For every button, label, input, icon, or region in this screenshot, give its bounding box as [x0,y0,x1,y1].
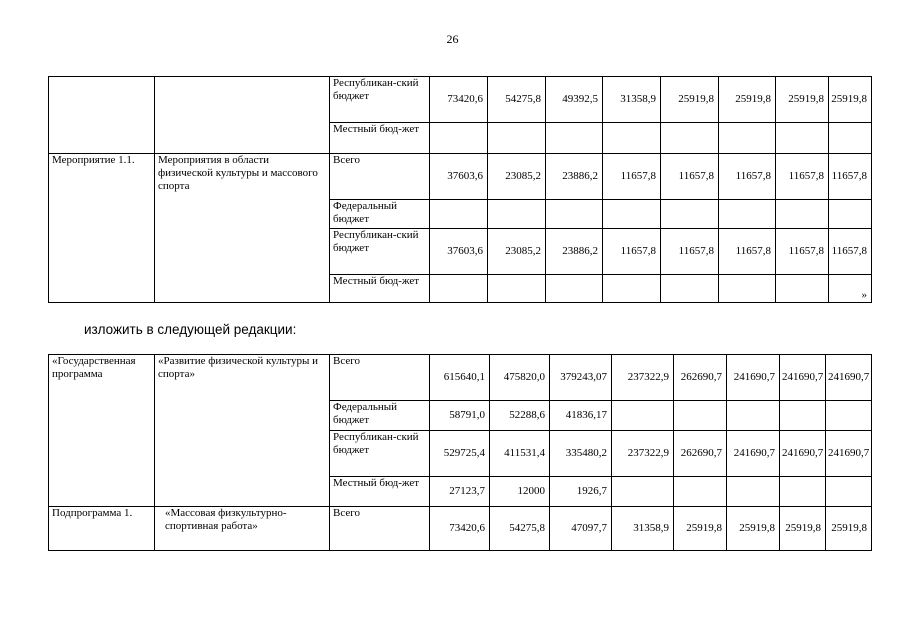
value-cell [546,275,603,303]
page-number: 26 [446,32,459,46]
table-row [49,507,872,551]
value-cell: 11657,8 [829,229,872,275]
value-cell: 237322,9 [612,355,674,401]
value-cell: 41836,17 [550,401,612,431]
value-cell: 73420,6 [430,507,490,551]
value-cell [603,275,661,303]
value-cell: 335480,2 [550,431,612,477]
value-cell: 54275,8 [488,77,546,123]
value-cell: 615640,1 [430,355,490,401]
value-cell [612,401,674,431]
value-cell [780,477,826,507]
budget-source-label: Республикан-ский бюджет [330,431,430,477]
table-row [49,154,872,200]
value-cell: 25919,8 [661,77,719,123]
table-cell [49,77,155,154]
value-cell: 37603,6 [430,229,488,275]
value-cell: 241690,7 [780,355,826,401]
value-cell: 73420,6 [430,77,488,123]
value-cell: 37603,6 [430,154,488,200]
value-cell: 47097,7 [550,507,612,551]
value-cell: 11657,8 [661,154,719,200]
value-cell [603,123,661,154]
value-cell: 241690,7 [727,431,780,477]
value-cell [546,123,603,154]
program-title: Мероприятия в области физической культуры и массового спорта [155,154,330,303]
value-cell: 241690,7 [826,431,872,477]
value-cell: 25919,8 [727,507,780,551]
value-cell [826,477,872,507]
value-cell: 25919,8 [776,77,829,123]
value-cell: 23886,2 [546,229,603,275]
value-cell [727,401,780,431]
value-cell [603,200,661,229]
value-cell [674,401,727,431]
program-title: «Развитие физической культуры и спорта» [155,355,330,507]
value-cell [719,275,776,303]
value-cell: 25919,8 [719,77,776,123]
value-cell: 49392,5 [546,77,603,123]
budget-source-label: Местный бюд-жет [330,477,430,507]
value-cell: 241690,7 [727,355,780,401]
value-cell [719,123,776,154]
value-cell: 11657,8 [719,229,776,275]
value-cell: 11657,8 [603,154,661,200]
value-cell: 11657,8 [719,154,776,200]
value-cell: 11657,8 [776,154,829,200]
value-cell: 54275,8 [490,507,550,551]
value-cell: 11657,8 [829,154,872,200]
value-cell: 25919,8 [826,507,872,551]
value-cell: 25919,8 [674,507,727,551]
value-cell [829,123,872,154]
budget-source-label: Всего [330,355,430,401]
value-cell [661,200,719,229]
value-cell: 237322,9 [612,431,674,477]
value-cell [829,275,872,303]
value-cell: 262690,7 [674,431,727,477]
value-cell [546,200,603,229]
value-cell: 1926,7 [550,477,612,507]
value-cell: 241690,7 [826,355,872,401]
budget-source-label: Всего [330,507,430,551]
value-cell [661,275,719,303]
value-cell: 23886,2 [546,154,603,200]
table-row [49,77,872,123]
value-cell: 58791,0 [430,401,490,431]
value-cell [719,200,776,229]
budget-source-label: Федеральный бюджет [330,401,430,431]
budget-source-label: Федеральный бюджет [330,200,430,229]
value-cell: 11657,8 [661,229,719,275]
value-cell [488,200,546,229]
value-cell: 25919,8 [780,507,826,551]
value-cell [488,275,546,303]
transition-text: изложить в следующей редакции: [84,322,297,337]
budget-source-label: Республикан-ский бюджет [330,229,430,275]
value-cell [780,401,826,431]
value-cell: 31358,9 [612,507,674,551]
value-cell: 11657,8 [603,229,661,275]
table-row [49,355,872,401]
value-cell: 23085,2 [488,154,546,200]
budget-source-label: Местный бюд-жет [330,275,430,303]
value-cell [661,123,719,154]
budget-table-after [48,354,872,551]
program-label: Мероприятие 1.1. [49,154,155,303]
value-cell: 23085,2 [488,229,546,275]
value-cell [612,477,674,507]
program-title: «Массовая физкультурно-спортивная работа» [155,507,330,551]
value-cell: 379243,07 [550,355,612,401]
value-cell [727,477,780,507]
value-cell [674,477,727,507]
table-cell [155,77,330,154]
value-cell [776,123,829,154]
closing-quote: » [861,289,867,301]
value-cell: 11657,8 [776,229,829,275]
value-cell [826,401,872,431]
value-cell: 12000 [490,477,550,507]
value-cell [430,200,488,229]
value-cell: 27123,7 [430,477,490,507]
value-cell [488,123,546,154]
value-cell: 262690,7 [674,355,727,401]
value-cell [430,123,488,154]
value-cell: 31358,9 [603,77,661,123]
value-cell: 241690,7 [780,431,826,477]
budget-source-label: Республикан-ский бюджет [330,77,430,123]
value-cell [776,275,829,303]
program-label: Подпрограмма 1. [49,507,155,551]
value-cell: 52288,6 [490,401,550,431]
value-cell [776,200,829,229]
value-cell: 475820,0 [490,355,550,401]
value-cell: 25919,8 [829,77,872,123]
budget-source-label: Местный бюд-жет [330,123,430,154]
value-cell [430,275,488,303]
budget-table-before [48,76,872,303]
program-label: «Государственная программа [49,355,155,507]
value-cell: 411531,4 [490,431,550,477]
budget-source-label: Всего [330,154,430,200]
value-cell [829,200,872,229]
value-cell: 529725,4 [430,431,490,477]
